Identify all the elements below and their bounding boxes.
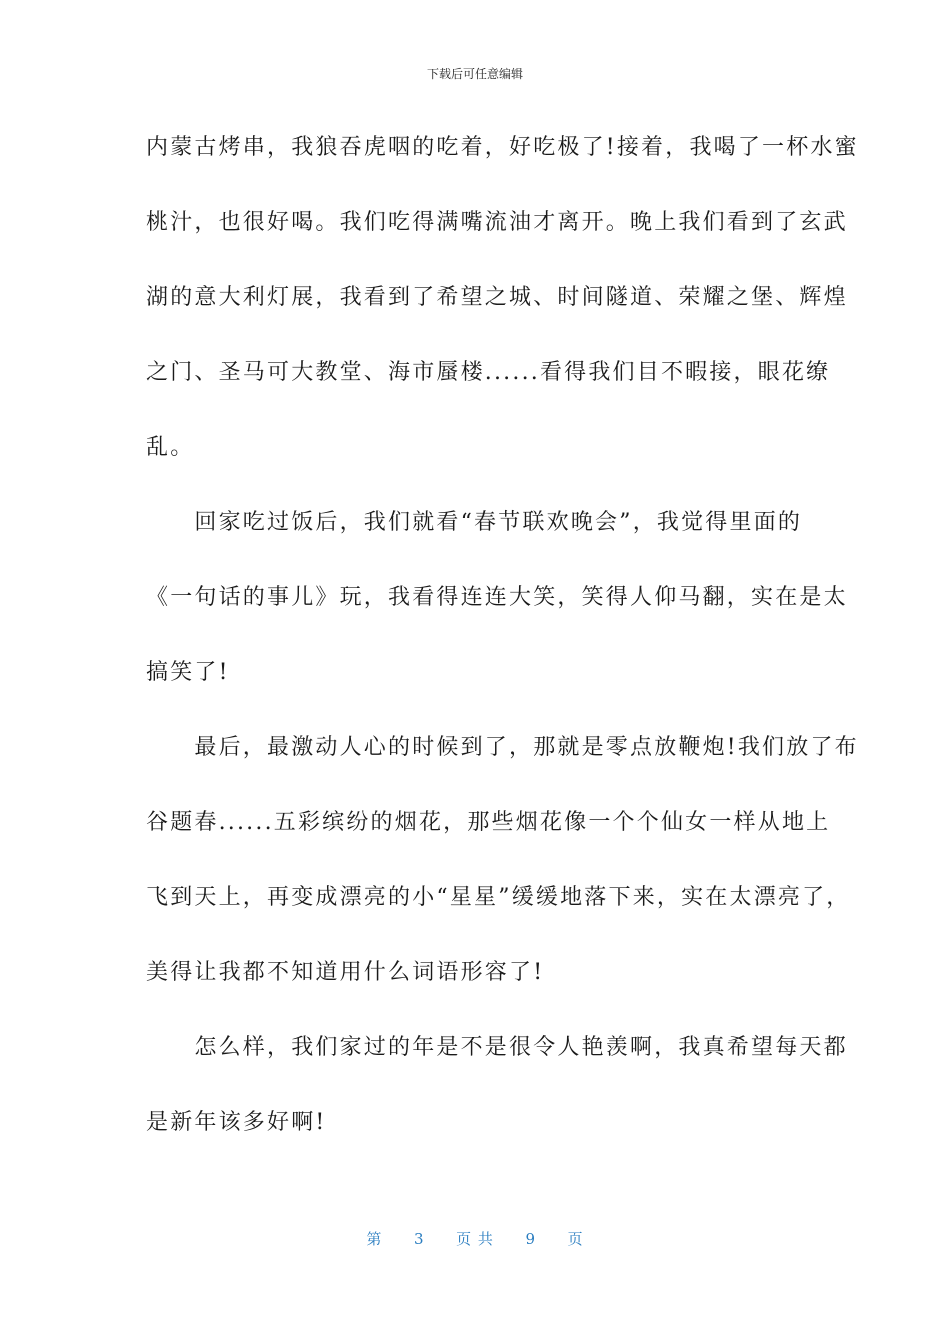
- text-line: 乱。: [146, 435, 195, 460]
- page-label: 第: [366, 1230, 383, 1248]
- total-label: 共: [477, 1230, 494, 1248]
- text-line: 内蒙古烤串，我狼吞虎咽的吃着，好吃极了!接着，我喝了一杯水蜜: [146, 135, 859, 160]
- header-text: 下载后可任意编辑: [426, 67, 523, 81]
- text-line: 桃汁，也很好喝。我们吃得满嘴流油才离开。晚上我们看到了玄武: [146, 210, 848, 235]
- text-line: 怎么样，我们家过的年是不是很令人艳羡啊，我真希望每天都: [146, 1035, 848, 1060]
- text-line: 搞笑了!: [146, 660, 230, 685]
- document-body: [146, 110, 859, 1160]
- text-line: 是新年该多好啊!: [146, 1110, 327, 1135]
- text-line: 最后，最激动人心的时候到了，那就是零点放鞭炮!我们放了布: [146, 735, 859, 760]
- text-line: 谷题春......五彩缤纷的烟花，那些烟花像一个个仙女一样从地上: [146, 810, 831, 835]
- text-line: 之门、圣马可大教堂、海市蜃楼......看得我们目不暇接，眼花缭: [146, 360, 831, 385]
- total-unit: 页: [567, 1230, 584, 1248]
- page-unit: 页: [456, 1230, 473, 1248]
- page-header: [0, 66, 950, 82]
- page-current: 3: [413, 1230, 425, 1248]
- text-line: 《一句话的事儿》玩，我看得连连大笑，笑得人仰马翻，实在是太: [146, 585, 848, 610]
- text-line: 美得让我都不知道用什么词语形容了!: [146, 960, 545, 985]
- text-line: 湖的意大利灯展，我看到了希望之城、时间隧道、荣耀之堡、辉煌: [146, 285, 848, 310]
- text-line: 飞到天上，再变成漂亮的小“星星”缓缓地落下来，实在太漂亮了，: [146, 885, 851, 910]
- page-total: 9: [525, 1230, 537, 1248]
- page-footer: [0, 1229, 950, 1249]
- text-line: 回家吃过饭后，我们就看“春节联欢晚会”，我觉得里面的: [146, 510, 803, 535]
